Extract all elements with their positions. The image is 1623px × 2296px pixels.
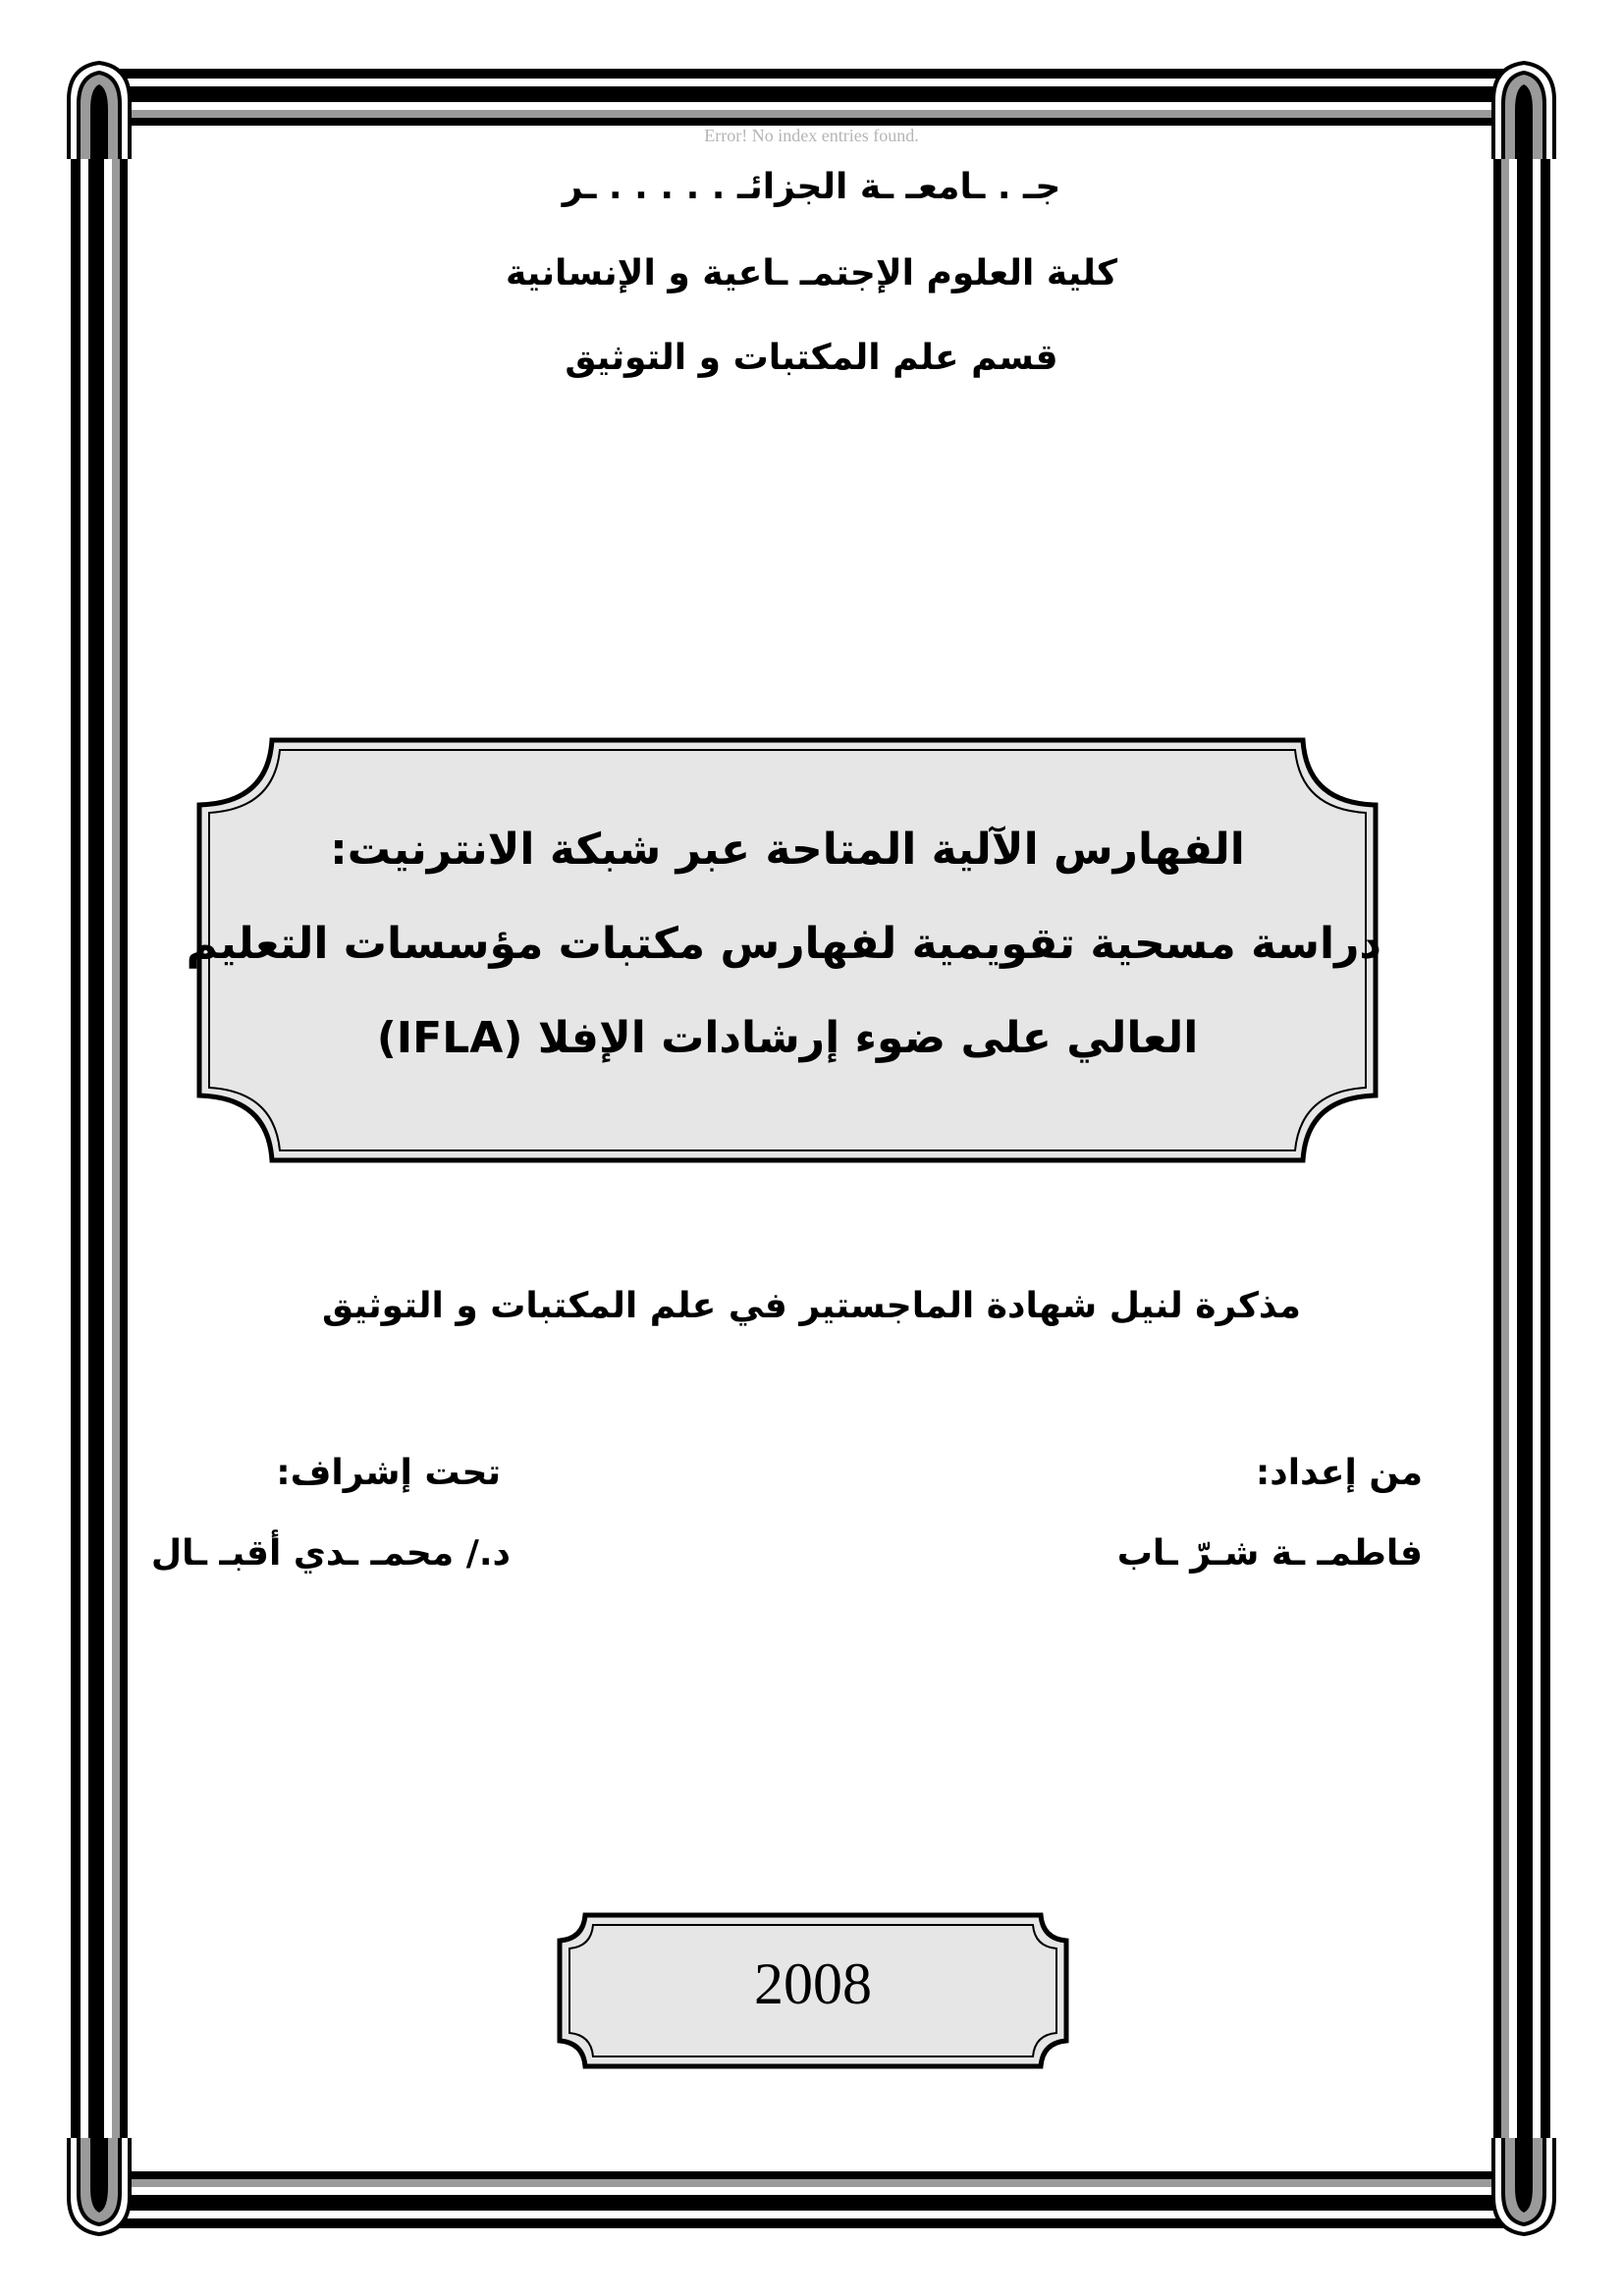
year-text: 2008	[754, 1951, 872, 2016]
index-error-note: Error! No index entries found.	[704, 126, 919, 145]
corner-ornament-bottom-right	[1489, 2138, 1558, 2236]
corner-ornament-bottom-left	[65, 2138, 134, 2236]
year-box	[556, 1911, 1070, 2070]
title-line-1: الفهارس الآلية المتاحة عبر شبكة الانترنيت:	[330, 825, 1245, 875]
frame-right-rail	[1493, 108, 1552, 2189]
thesis-title-box	[186, 734, 1381, 1166]
supervised-by-label: تحت إشراف:	[276, 1453, 501, 1493]
supervised-by-name: د./ محمـ ـدي أقبـ ـال	[150, 1533, 511, 1574]
prepared-by-name: فاطمـ ـة شـرّ ـاب	[1116, 1533, 1423, 1574]
university-name: جـ . ـامعـ ـة الجزائـ . . . . . ـر	[562, 167, 1061, 207]
degree-statement: مذكرة لنيل شهادة الماجستير في علم المكتبات و التوثيق	[322, 1286, 1301, 1326]
frame-left-rail	[71, 108, 130, 2189]
title-line-2: دراسة مسحية تقويمية لفهارس مكتبات مؤسسات التعليم	[186, 919, 1381, 969]
frame-top-rail	[118, 69, 1505, 128]
department-name: قسم علم المكتبات و التوثيق	[565, 338, 1058, 378]
faculty-name: كلية العلوم الإجتمـ ـاعية و الإنسانية	[505, 253, 1118, 294]
prepared-by-label: من إعداد:	[1255, 1453, 1423, 1493]
title-line-3: العالي على ضوء إرشادات الإفلا (IFLA)	[376, 1013, 1199, 1063]
frame-bottom-rail	[118, 2171, 1505, 2230]
